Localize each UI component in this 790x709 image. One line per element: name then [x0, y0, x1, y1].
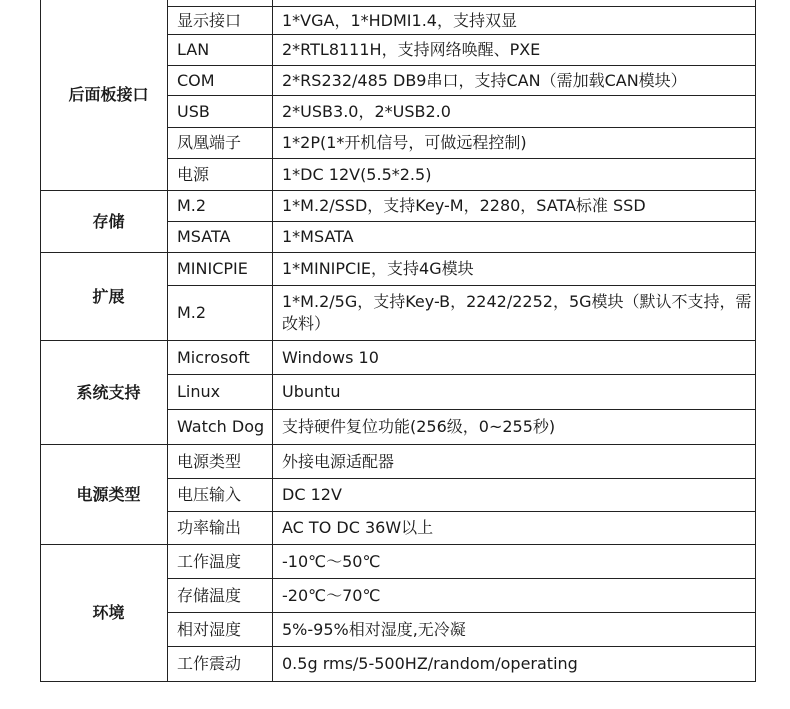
spec-value: 1*MINIPCIE，支持4G模块 [273, 253, 756, 286]
table-row [41, 191, 756, 222]
table-row [41, 545, 756, 579]
table-row [41, 341, 756, 375]
spec-key: 电源类型 [168, 445, 273, 479]
spec-value: 1*2P(1*开机信号，可做远程控制) [273, 128, 756, 159]
spec-value: 2*RS232/485 DB9串口，支持CAN（需加载CAN模块） [273, 66, 756, 96]
spec-value: -10℃～50℃ [273, 545, 756, 579]
spec-table-body [41, 0, 756, 682]
spec-table [40, 0, 756, 682]
spec-value: 支持硬件复位功能(256级，0~255秒) [273, 410, 756, 445]
spec-key: Linux [168, 375, 273, 410]
category-cell: 环境 [41, 545, 168, 682]
spec-value: DC 12V [273, 479, 756, 512]
spec-value: 1*VGA，1*HDMI1.4，支持双显 [273, 7, 756, 35]
spec-value: 外接电源适配器 [273, 445, 756, 479]
spec-key: 相对湿度 [168, 613, 273, 647]
spec-value: AC TO DC 36W以上 [273, 512, 756, 545]
category-cell: 电源类型 [41, 445, 168, 545]
spec-value: -20℃～70℃ [273, 579, 756, 613]
spec-key: Microsoft [168, 341, 273, 375]
category-cell: 存储 [41, 191, 168, 253]
spec-key: 显示接口 [168, 7, 273, 35]
category-cell: 系统支持 [41, 341, 168, 445]
spec-key: USB [168, 96, 273, 128]
spec-key: MINICPIE [168, 253, 273, 286]
spec-value: 0.5g rms/5-500HZ/random/operating [273, 647, 756, 682]
spec-value: 5%-95%相对湿度,无冷凝 [273, 613, 756, 647]
spec-value: 1*DC 12V(5.5*2.5) [273, 159, 756, 191]
spec-value: 1*MSATA [273, 222, 756, 253]
spec-key: 存储温度 [168, 579, 273, 613]
spec-key: 电源 [168, 159, 273, 191]
spec-key: MSATA [168, 222, 273, 253]
spec-key: M.2 [168, 286, 273, 341]
spec-key: 工作震动 [168, 647, 273, 682]
spec-value: 1*M.2/5G，支持Key-B，2242/2252，5G模块（默认不支持，需改料） [273, 286, 756, 341]
spec-value: Windows 10 [273, 341, 756, 375]
spec-key: 电压输入 [168, 479, 273, 512]
spec-key: 功率输出 [168, 512, 273, 545]
table-row [41, 253, 756, 286]
spec-value: 2*RTL8111H，支持网络唤醒、PXE [273, 35, 756, 66]
table-row [41, 445, 756, 479]
spec-value: 1*M.2/SSD，支持Key-M，2280，SATA标准 SSD [273, 191, 756, 222]
category-cell: 扩展 [41, 253, 168, 341]
spec-key: Watch Dog [168, 410, 273, 445]
spec-key: M.2 [168, 191, 273, 222]
spec-value: 2*USB3.0，2*USB2.0 [273, 96, 756, 128]
category-cell: 后面板接口 [41, 0, 168, 191]
spec-key: 工作温度 [168, 545, 273, 579]
spec-key: LAN [168, 35, 273, 66]
spec-key: 凤凰端子 [168, 128, 273, 159]
spec-value: Ubuntu [273, 375, 756, 410]
spec-key: COM [168, 66, 273, 96]
